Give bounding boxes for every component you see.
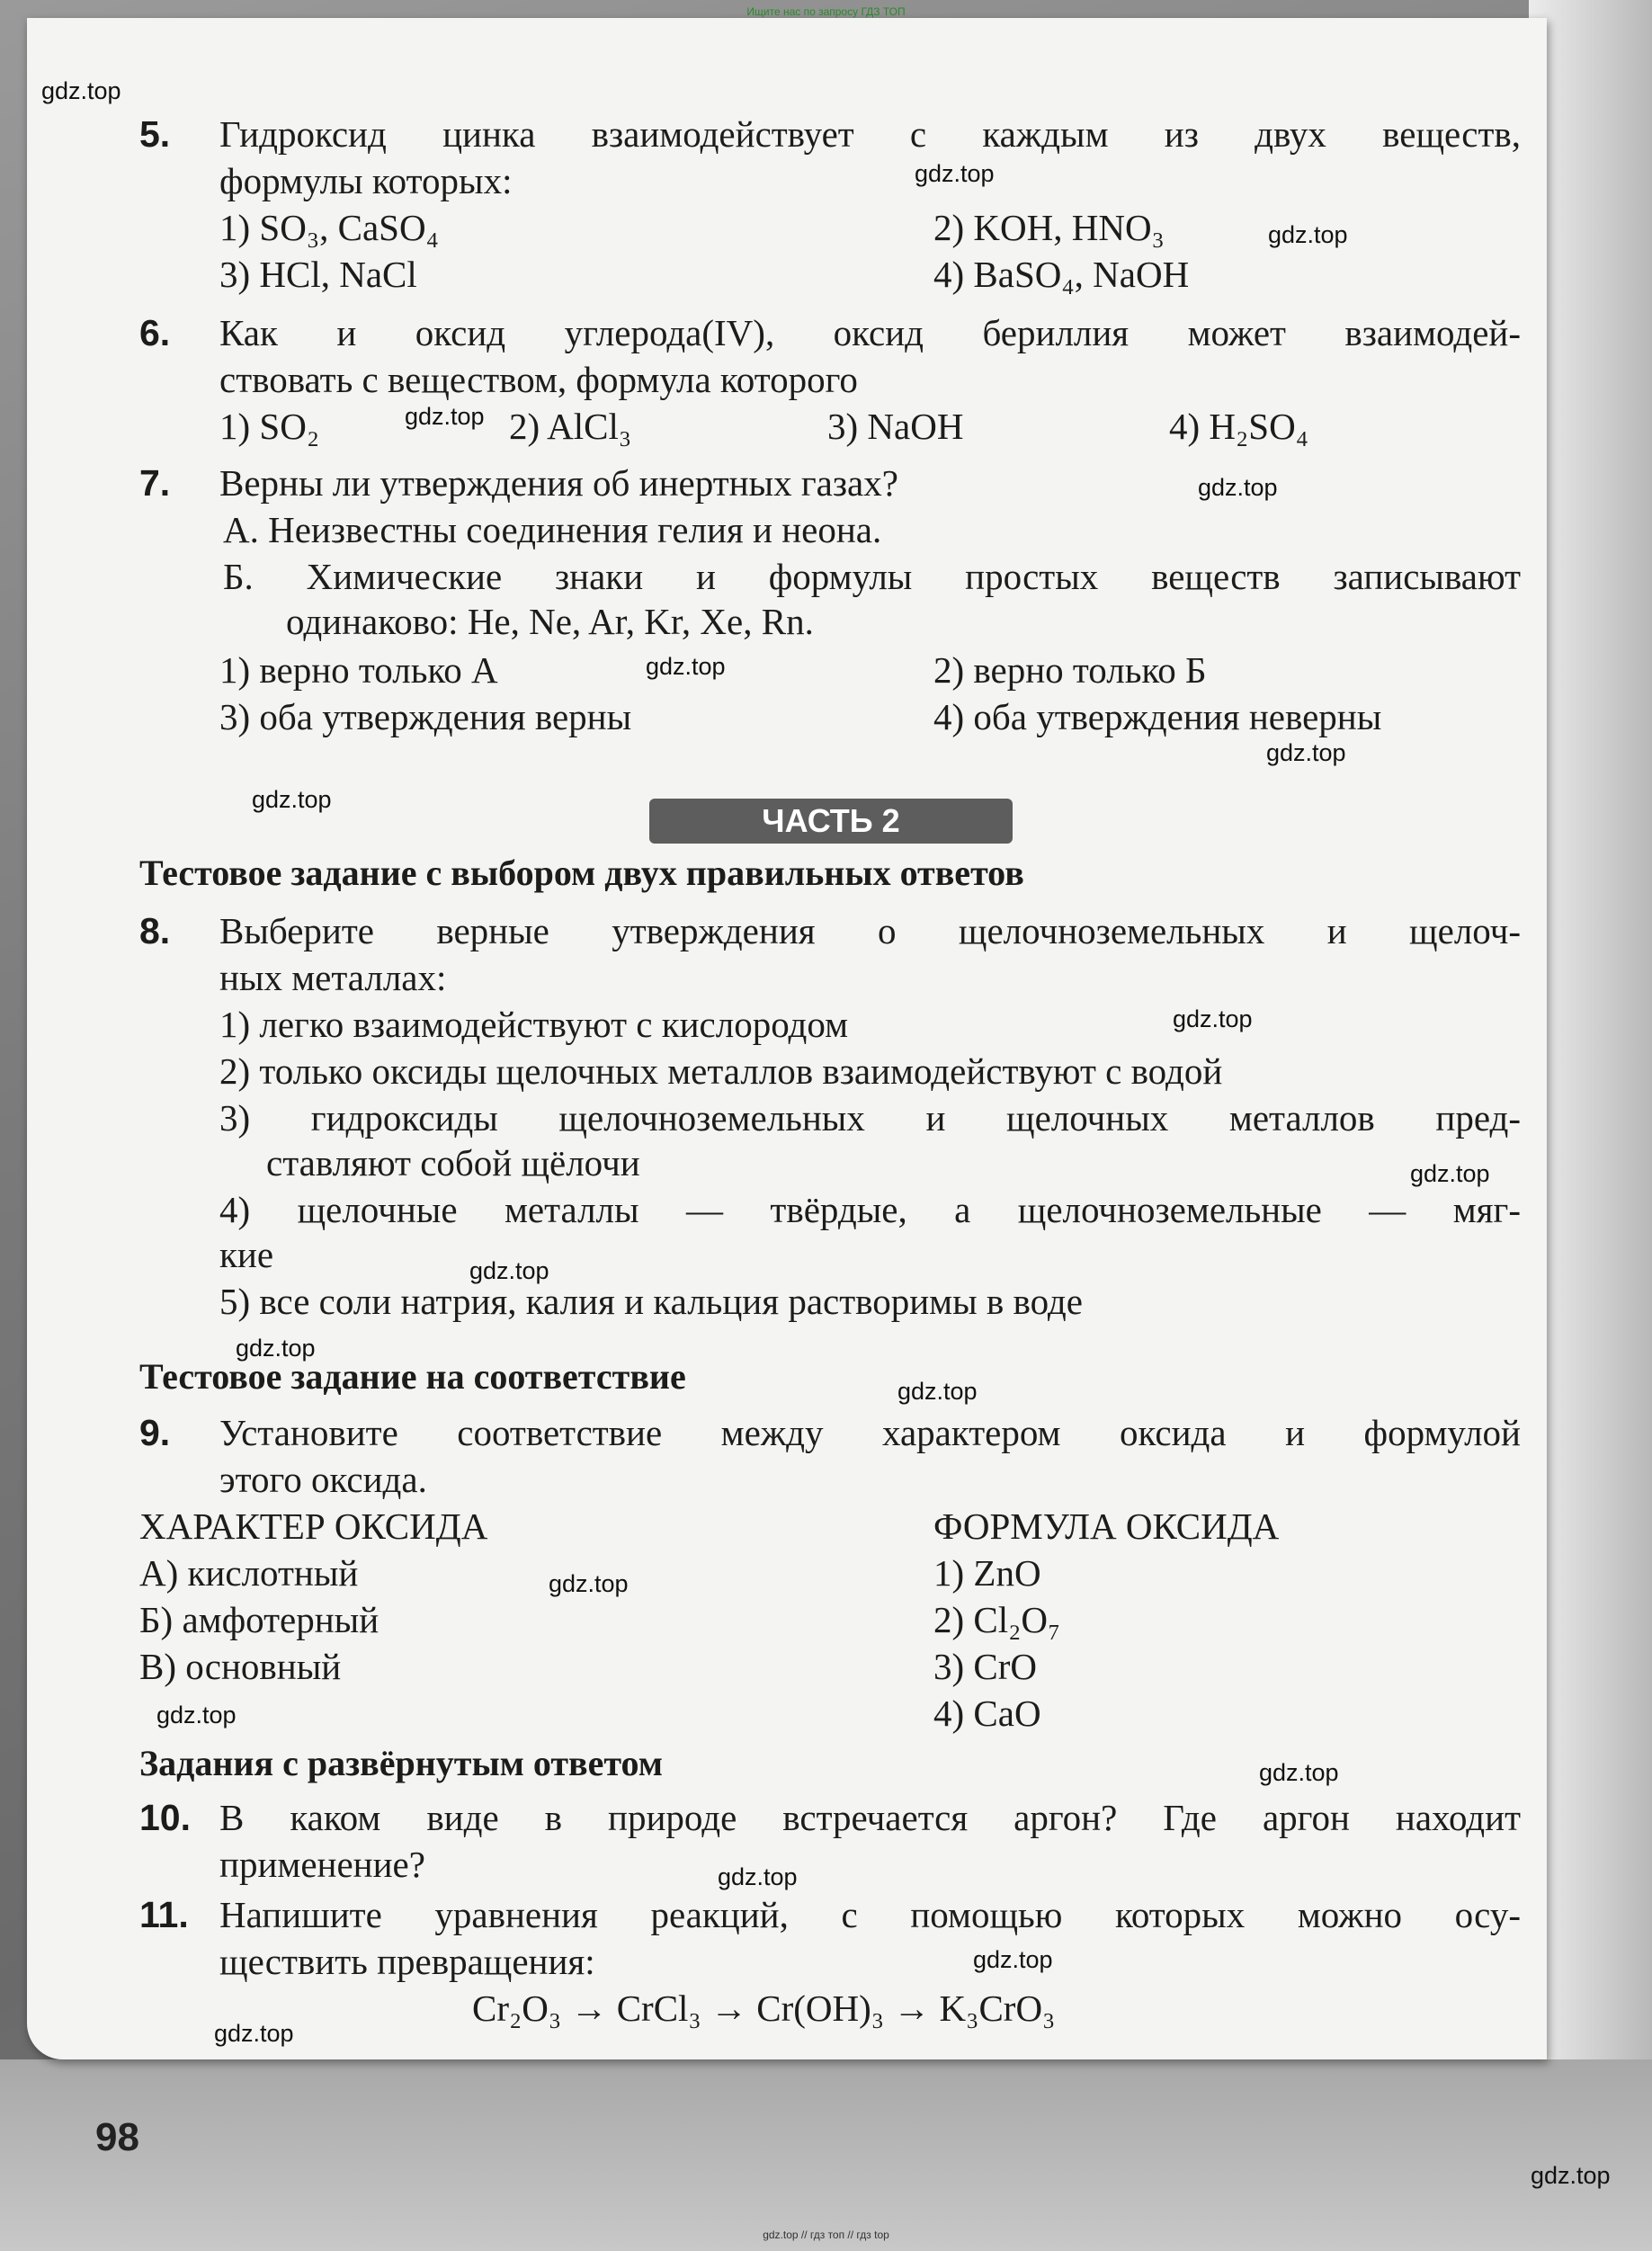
q9-left-2: Б) амфотерный <box>139 1599 380 1640</box>
q10-number-wrap <box>139 1795 191 1840</box>
watermark: gdz.top <box>549 1570 629 1597</box>
q11-number: 11. <box>139 1894 189 1935</box>
q5-option-4: 4) BaSO₄, NaOH <box>933 254 1190 295</box>
watermark: gdz.top <box>236 1335 316 1362</box>
q9-number: 9. <box>139 1412 171 1453</box>
q11-reaction-chain: Cr₂O₃ → CrCl₃ → Cr(OH)₃ → K₃CrO₃ <box>472 1987 1056 2029</box>
q7-option-2: 2) верно только Б <box>933 649 1207 691</box>
q5-option-3: 3) HCl, NaCl <box>219 254 417 295</box>
q10-number: 10. <box>139 1797 191 1838</box>
part2-banner: ЧАСТЬ 2 <box>649 799 1013 844</box>
q8-number: 8. <box>139 910 171 951</box>
q5-option-1: 1) SO₃, CaSO₄ <box>219 207 439 248</box>
section1-title: Тестовое задание с выбором двух правильных ответов <box>139 853 1024 893</box>
q7-option-4: 4) оба утверждения неверны <box>933 696 1382 737</box>
q7-option-1: 1) верно только А <box>219 649 498 691</box>
watermark: gdz.top <box>41 77 121 104</box>
q8-option-2: 2) только оксиды щелочных металлов взаимодействуют с водой <box>219 1050 1223 1092</box>
q6-option-2: 2) AlCl₃ <box>509 406 632 447</box>
watermark: gdz.top <box>1266 739 1346 766</box>
q11-number-wrap <box>139 1892 189 1937</box>
q9-right-1: 1) ZnO <box>933 1552 1041 1594</box>
watermark: gdz.top <box>646 653 726 680</box>
q9-col2-header: ФОРМУЛА ОКСИДА <box>933 1505 1280 1547</box>
q9-col1-header: ХАРАКТЕР ОКСИДА <box>139 1505 488 1547</box>
watermark: gdz.top <box>973 1946 1053 1973</box>
q8-text-line2: ных металлах: <box>219 957 447 998</box>
watermark: gdz.top <box>915 160 995 187</box>
q10-text-line1: В каком виде в природе встречается аргон? Где аргон находит <box>219 1797 1521 1838</box>
q9-text-line1: Установите соответствие между характером оксида и формулой <box>219 1412 1521 1453</box>
watermark: gdz.top <box>897 1378 978 1405</box>
q8-option-3-line1: 3) гидроксиды щелочноземельных и щелочных металлов пред- <box>219 1097 1521 1139</box>
q5-option-2: 2) KOH, HNO₃ <box>933 207 1165 248</box>
q7-number-wrap <box>139 460 170 505</box>
q8-number-wrap <box>139 908 170 953</box>
q10-text-line2: применение? <box>219 1844 425 1885</box>
q6-option-3: 3) NaOH <box>827 406 964 447</box>
header-note: Ищите нас по запросу ГДЗ ТОП <box>746 5 906 18</box>
q7-statement-b-line2: одинаково: He, Ne, Ar, Kr, Xe, Rn. <box>286 601 814 642</box>
q6-number-wrap <box>139 310 170 355</box>
footer-note: gdz.top // гдз топ // гдз top <box>763 2229 889 2241</box>
q6-text-line2: ствовать с веществом, формула которого <box>219 359 858 400</box>
q6-option-1: 1) SO₂ <box>219 406 320 447</box>
q5-text-line2: формулы которых: <box>219 160 513 201</box>
watermark: gdz.top <box>1410 1160 1490 1187</box>
q5-text-line1: Гидроксид цинка взаимодействует с каждым из двух веществ, <box>219 113 1521 155</box>
watermark: gdz.top <box>469 1257 549 1284</box>
watermark: gdz.top <box>214 2020 294 2047</box>
q7-number: 7. <box>139 462 171 504</box>
q8-option-4-line1: 4) щелочные металлы — твёрдые, а щелочноземельные — мяг- <box>219 1189 1521 1230</box>
q7-option-3: 3) оба утверждения верны <box>219 696 632 737</box>
watermark: gdz.top <box>1173 1005 1253 1032</box>
q8-option-3-line2: ставляют собой щёлочи <box>266 1142 640 1184</box>
watermark: gdz.top <box>1259 1759 1339 1786</box>
section2-title: Тестовое задание на соответствие <box>139 1356 686 1397</box>
q9-right-4: 4) CaO <box>933 1693 1041 1734</box>
table-surface <box>0 2059 1652 2251</box>
watermark: gdz.top <box>1268 221 1348 248</box>
q9-left-1: А) кислотный <box>139 1552 359 1594</box>
q8-option-5: 5) все соли натрия, калия и кальция растворимы в воде <box>219 1281 1083 1322</box>
page-number: 98 <box>95 2115 139 2159</box>
q11-text-line1: Напишите уравнения реакций, с помощью которых можно осу- <box>219 1894 1521 1935</box>
q11-text-line2: ществить превращения: <box>219 1941 595 1982</box>
q5-number: 5. <box>139 113 171 155</box>
q9-number-wrap <box>139 1410 170 1455</box>
watermark: gdz.top <box>718 1863 798 1890</box>
q7-statement-a: А. Неизвестны соединения гелия и неона. <box>223 509 882 550</box>
q8-text-line1: Выберите верные утверждения о щелочноземельных и щелоч- <box>219 910 1521 951</box>
watermark: gdz.top <box>1531 2162 1611 2189</box>
watermark: gdz.top <box>156 1702 237 1728</box>
q9-text-line2: этого оксида. <box>219 1459 427 1500</box>
q9-right-3: 3) CrO <box>933 1646 1038 1687</box>
q6-option-4: 4) H₂SO₄ <box>1169 406 1309 447</box>
watermark: gdz.top <box>1198 474 1278 501</box>
q6-number: 6. <box>139 312 171 353</box>
q9-right-2: 2) Cl₂O₇ <box>933 1599 1061 1640</box>
q7-text: Верны ли утверждения об инертных газах? <box>219 462 898 504</box>
watermark: gdz.top <box>252 786 332 813</box>
page-edge <box>1529 0 1652 2251</box>
q8-option-1: 1) легко взаимодействуют с кислородом <box>219 1004 849 1045</box>
q8-option-4-line2: кие <box>219 1234 274 1275</box>
q9-left-3: В) основный <box>139 1646 342 1687</box>
q7-statement-b-line1: Б. Химические знаки и формулы простых веществ записывают <box>223 556 1521 597</box>
section3-title: Задания с развёрнутым ответом <box>139 1743 664 1783</box>
watermark: gdz.top <box>405 403 485 430</box>
q6-text-line1: Как и оксид углерода(IV), оксид бериллия может взаимодей- <box>219 312 1521 353</box>
